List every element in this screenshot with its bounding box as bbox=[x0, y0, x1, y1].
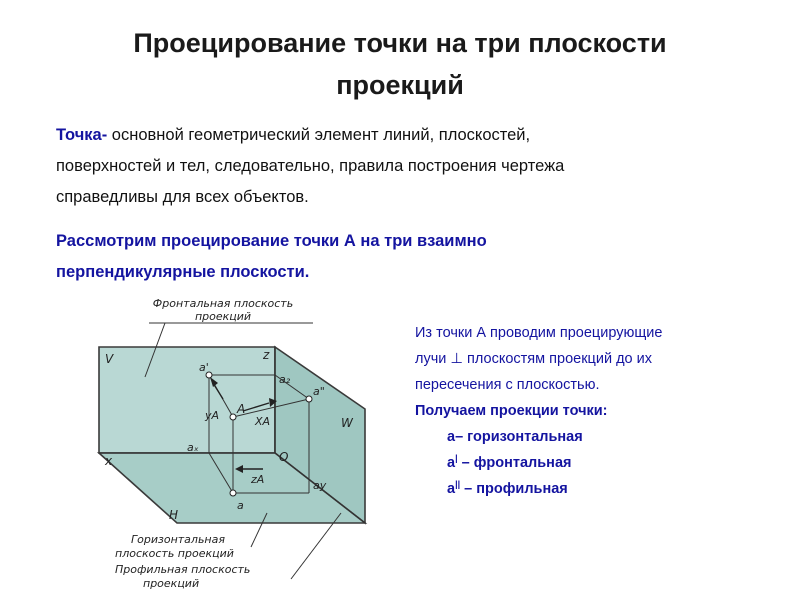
label-xA: XA bbox=[255, 415, 271, 428]
projection-text: – горизонтальная bbox=[455, 429, 583, 445]
projection-symbol: а bbox=[447, 455, 456, 471]
frontal-plane bbox=[99, 347, 275, 453]
label-H: H bbox=[169, 508, 179, 522]
label-X: x bbox=[105, 454, 113, 468]
projection-item-frontal bbox=[415, 450, 795, 476]
intro-line-2: поверхностей и тел, следовательно, правила построения чертежа bbox=[56, 157, 565, 175]
intro-line-1-rest: основной геометрический элемент линий, плоскостей, bbox=[107, 126, 531, 144]
label-a: a bbox=[237, 499, 244, 512]
label-W: W bbox=[341, 416, 353, 430]
projection-diagram bbox=[73, 291, 401, 595]
point-A bbox=[230, 414, 236, 420]
label-az: a₂ bbox=[279, 373, 291, 386]
projection-text: – фронтальная bbox=[457, 455, 572, 471]
explanation-line-1: Из точки А проводим проецирующие bbox=[415, 325, 663, 341]
explanation-line-3: пересечения с плоскостью. bbox=[415, 377, 600, 393]
projection-item-profile bbox=[415, 476, 795, 502]
projection-sup: || bbox=[455, 479, 461, 490]
consider-paragraph bbox=[56, 226, 776, 288]
caption-profile-1: Профильная плоскость bbox=[115, 563, 251, 576]
intro-paragraph bbox=[56, 120, 776, 213]
point-a bbox=[230, 490, 236, 496]
page-title bbox=[0, 22, 800, 106]
title-line-2: проекций bbox=[336, 70, 464, 100]
point-a-dprime bbox=[306, 396, 312, 402]
projection-item-horizontal bbox=[415, 424, 795, 450]
title-line-1: Проецирование точки на три плоскости bbox=[133, 28, 667, 58]
label-O: O bbox=[279, 450, 289, 464]
caption-profile-2: проекций bbox=[143, 577, 200, 590]
projection-symbol: а bbox=[447, 429, 456, 445]
label-V: V bbox=[105, 352, 114, 366]
label-yA: yA bbox=[205, 409, 220, 422]
caption-horizontal-2: плоскость проекций bbox=[115, 547, 234, 560]
label-Z: z bbox=[263, 348, 270, 362]
caption-frontal-2: проекций bbox=[194, 310, 252, 323]
caption-horizontal-1: Горизонтальная bbox=[131, 533, 225, 546]
label-a-prime: a' bbox=[199, 361, 209, 374]
explanation-line-2: лучи ⊥ плоскостям проекций до их bbox=[415, 351, 652, 367]
caption-frontal-1: Фронтальная плоскость bbox=[152, 297, 294, 310]
label-a-dprime: a" bbox=[313, 385, 325, 398]
consider-line-1: Рассмотрим проецирование точки А на три взаимно bbox=[56, 232, 487, 250]
label-zA: zA bbox=[251, 473, 265, 486]
intro-line-1 bbox=[56, 120, 776, 151]
explanation-block bbox=[415, 320, 795, 502]
projection-symbol: а bbox=[447, 481, 456, 497]
intro-line-3: справедливы для всех объектов. bbox=[56, 188, 309, 206]
projection-sup: | bbox=[455, 453, 458, 464]
projection-text: – профильная bbox=[460, 481, 568, 497]
projections-heading: Получаем проекции точки: bbox=[415, 403, 608, 419]
consider-line-2: перпендикулярные плоскости. bbox=[56, 263, 310, 281]
intro-lead-term: Точка- bbox=[56, 126, 108, 144]
label-ax: aₓ bbox=[187, 441, 199, 454]
label-A: A bbox=[237, 402, 246, 416]
label-ay: ay bbox=[313, 479, 327, 492]
